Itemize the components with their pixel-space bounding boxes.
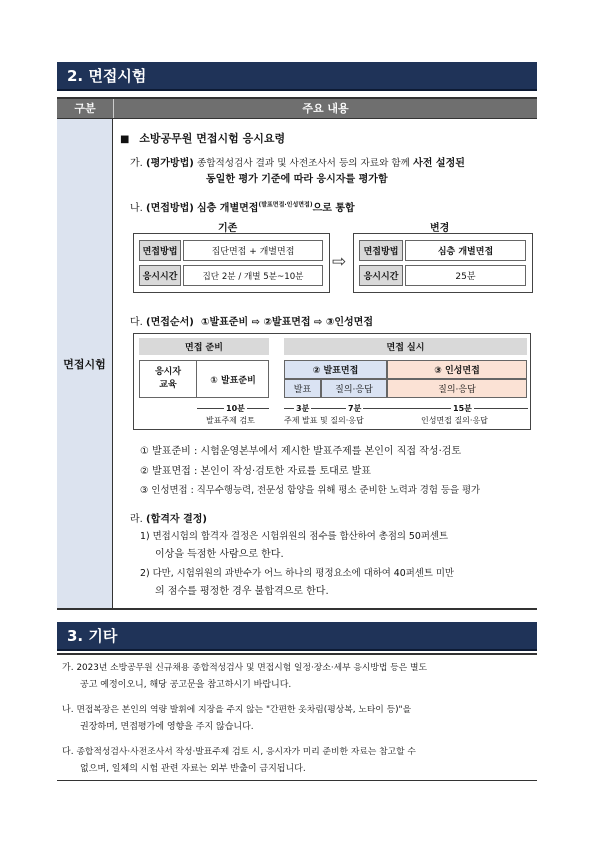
section2-title: 2. 면접시험 — [57, 62, 537, 91]
exec-header: 면접 실시 — [284, 338, 527, 355]
da-sequence: ①발표준비 ⇨ ②발표면접 ⇨ ③인성면접 — [201, 317, 374, 328]
col-header-category: 구분 — [57, 99, 114, 118]
sub-present: 발표 — [284, 379, 321, 398]
ra1-line1: 1) 면접시험의 합격자 결정은 시험위원의 점수를 합산하여 총점의 50퍼센트 — [140, 531, 449, 542]
before-method-label: 면접방법 — [139, 240, 181, 261]
etc-item-3-prefix: 다. — [62, 747, 74, 757]
ga-line1 — [130, 154, 465, 169]
etc-item-1-line2: 공고 예정이오니, 해당 공고문을 참고하시기 바랍니다. — [80, 680, 292, 690]
timeline-2 — [284, 408, 528, 409]
da-line — [130, 313, 373, 328]
heading — [120, 130, 285, 146]
section3-title: 3. 기타 — [57, 622, 537, 651]
table-header — [57, 97, 537, 119]
step3-cell: ③ 인성면접 — [387, 360, 527, 379]
t2-desc: 주제 발표 및 질의·응답 — [284, 416, 364, 425]
na-suffix: 으로 통합 — [312, 203, 355, 214]
prep-header: 면접 준비 — [139, 338, 269, 355]
note-2: ② 발표면접 : 본인이 작성·검토한 자료를 토대로 발표 — [140, 466, 371, 477]
section3-top-border — [57, 653, 537, 655]
sub-qa2: 질의·응답 — [387, 379, 527, 398]
ra1-line2: 이상을 득점한 사람으로 한다. — [155, 549, 284, 560]
before-method-value: 집단면접 + 개별면접 — [183, 240, 323, 261]
before-time-value: 집단 2분 / 개별 5분~10분 — [183, 265, 323, 286]
row-label-interview: 면접시험 — [57, 119, 113, 608]
after-time-label: 응시시간 — [359, 265, 403, 286]
ra-prefix: 라. — [130, 514, 143, 525]
etc-item-2-line2: 권장하며, 면접평가에 영향을 주지 않습니다. — [80, 722, 254, 732]
t3-desc: 인성면접 질의·응답 — [421, 416, 488, 425]
after-box — [353, 233, 533, 293]
after-time-value: 25분 — [405, 265, 526, 286]
ga-prefix: 가. — [130, 158, 143, 169]
t1-label: 10분 — [226, 404, 245, 413]
etc-item-3-line1 — [62, 744, 416, 757]
note-1: ① 발표준비 : 시험운영본부에서 제시한 발표주제를 본인이 직접 작성·검토 — [140, 446, 462, 457]
ra2-line1: 2) 다만, 시험위원의 과반수가 어느 하나의 평정요소에 대하여 40퍼센트 미만 — [140, 568, 454, 579]
after-method-value: 심층 개별면접 — [405, 240, 526, 261]
t2a-label: 3분 — [296, 404, 310, 413]
edu-cell: 응시자 교육 — [140, 361, 197, 397]
na-line — [130, 199, 355, 214]
ga-line2: 동일한 평가 기준에 따라 응시자를 평가함 — [206, 174, 388, 185]
t3-label: 15분 — [453, 404, 472, 413]
note-3: ③ 인성면접 : 직무수행능력, 전문성 함양을 위해 평소 준비한 노력과 경험 등을 평가 — [140, 485, 481, 496]
col-header-content: 주요 내용 — [114, 99, 537, 118]
section3-bottom-border — [57, 780, 537, 781]
etc-item-1-text: 2023년 소방공무원 신규채용 종합적성검사 및 면접시험 일정·장소·세부 응시방법 등은 별도 — [76, 663, 428, 673]
heading-text: 소방공무원 면접시험 응시요령 — [139, 132, 286, 145]
etc-item-2-prefix: 나. — [62, 705, 74, 715]
na-prefix: 나. — [130, 203, 143, 214]
before-box — [133, 233, 330, 293]
t2b-label: 7분 — [348, 404, 362, 413]
order-diagram — [133, 333, 531, 430]
table-bottom-border — [57, 608, 537, 610]
t1-desc: 발표주제 검토 — [206, 416, 255, 425]
after-method-label: 면접방법 — [359, 240, 403, 261]
before-label: 기존 — [218, 223, 238, 234]
na-sup: (발표면접·인성면접) — [258, 201, 313, 209]
step1-cell: ① 발표준비 — [210, 375, 256, 386]
ra2-line2: 의 점수를 평정한 경우 불합격으로 한다. — [155, 586, 329, 597]
etc-item-3-text: 종합적성검사·사전조사서 작성·발표주제 검토 시, 응시자가 미리 준비한 자료는 참고할 수 — [76, 747, 416, 757]
before-time-label: 응시시간 — [139, 265, 181, 286]
sub-qa1: 질의·응답 — [321, 379, 387, 398]
square-bullet-icon: ■ — [120, 134, 130, 145]
etc-item-2-line1 — [62, 702, 411, 715]
etc-item-2-text: 면접복장은 본인의 역량 발휘에 지장을 주지 않는 "간편한 옷차림(평상복, 노타이 등)"을 — [76, 705, 412, 715]
etc-item-1-prefix: 가. — [62, 663, 74, 673]
da-label: (면접순서) — [146, 317, 194, 328]
arrow-right-icon: ⇨ — [332, 252, 347, 272]
ga-label: (평가방법) — [146, 158, 194, 169]
na-label: (면접방법) — [146, 203, 194, 214]
after-label: 변경 — [430, 223, 450, 234]
etc-item-3-line2: 없으며, 일체의 시험 관련 자료는 외부 반출이 금지됩니다. — [80, 764, 306, 774]
da-prefix: 다. — [130, 317, 143, 328]
ra-label: (합격자 결정) — [146, 514, 207, 525]
na-bold: 심층 개별면접 — [197, 203, 259, 214]
step2-cell: ② 발표면접 — [284, 360, 387, 379]
ga-text: 종합적성검사 결과 및 사전조사서 등의 자료와 함께 — [197, 158, 410, 169]
ga-bold: 사전 설정된 — [413, 158, 465, 169]
etc-item-1-line1 — [62, 660, 427, 673]
ra-line — [130, 510, 207, 525]
